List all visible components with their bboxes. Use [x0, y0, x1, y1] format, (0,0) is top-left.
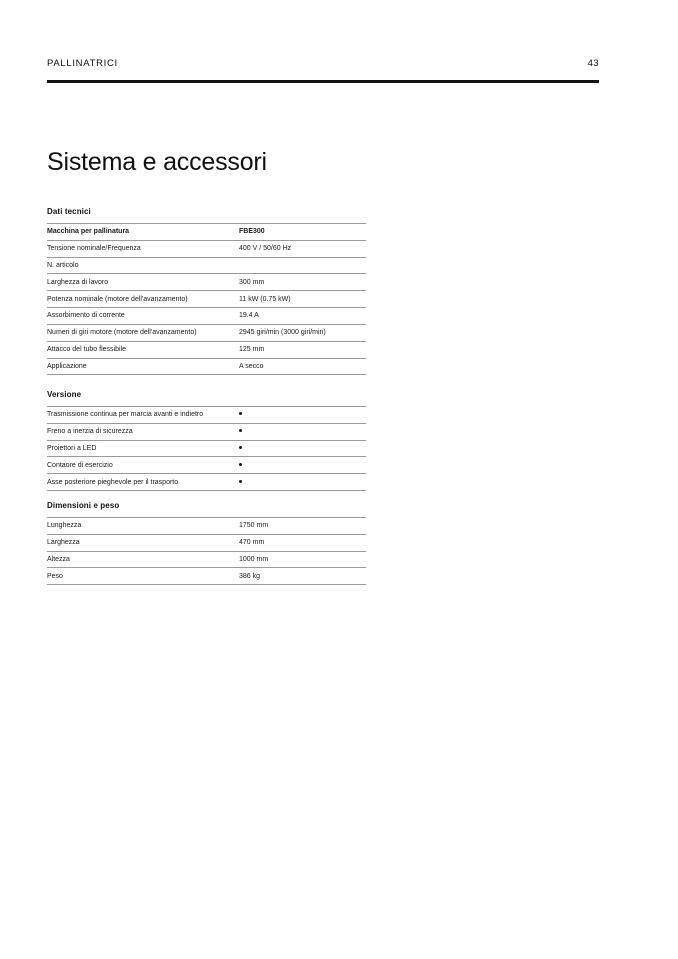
spec-value: [239, 457, 366, 474]
spec-table: [47, 406, 366, 491]
spec-value: 11 kW (0.75 kW): [239, 291, 366, 308]
spec-table-body: [47, 224, 366, 375]
table-row: [47, 224, 366, 241]
section-heading: Dati tecnici: [47, 207, 91, 216]
section-heading: Dimensioni e peso: [47, 501, 120, 510]
table-row: [47, 407, 366, 424]
spec-table: [47, 517, 366, 585]
spec-label: Attacco del tubo flessibile: [47, 341, 239, 358]
spec-value: 19.4 A: [239, 308, 366, 325]
spec-value: 2945 giri/min (3000 giri/min): [239, 324, 366, 341]
spec-value: [239, 440, 366, 457]
spec-value: 1000 mm: [239, 551, 366, 568]
table-row: [47, 474, 366, 491]
feature-bullet-icon: [239, 429, 242, 432]
spec-label: Assorbimento di corrente: [47, 308, 239, 325]
spec-value: 300 mm: [239, 274, 366, 291]
spec-value: [239, 407, 366, 424]
spec-label: Larghezza: [47, 534, 239, 551]
spec-label: Numeri di giri motore (motore dell'avanzamento): [47, 324, 239, 341]
spec-value: 386 kg: [239, 568, 366, 585]
spec-table-body: [47, 407, 366, 491]
header-divider: [47, 80, 599, 83]
spec-label: Freno a inerzia di sicurezza: [47, 423, 239, 440]
spec-value: 1750 mm: [239, 518, 366, 535]
spec-value: [239, 474, 366, 491]
section-heading: Versione: [47, 390, 82, 399]
spec-value: 470 mm: [239, 534, 366, 551]
table-row: [47, 308, 366, 325]
table-row: [47, 257, 366, 274]
spec-label: N. articolo: [47, 257, 239, 274]
page-title: Sistema e accessori: [47, 147, 267, 176]
section-dimensioni-e-peso: [47, 501, 360, 585]
spec-label: Altezza: [47, 551, 239, 568]
header-page-number: 43: [587, 58, 599, 69]
table-row: [47, 291, 366, 308]
section-dati-tecnici: [47, 207, 360, 375]
spec-label: Potenza nominale (motore dell'avanzamento): [47, 291, 239, 308]
spec-label: Lunghezza: [47, 518, 239, 535]
table-row: [47, 518, 366, 535]
spec-label: Proiettori a LED: [47, 440, 239, 457]
spec-label: Peso: [47, 568, 239, 585]
table-row: [47, 324, 366, 341]
table-row: [47, 341, 366, 358]
spec-value: [239, 423, 366, 440]
spec-value: 125 mm: [239, 341, 366, 358]
spec-label: Applicazione: [47, 358, 239, 375]
feature-bullet-icon: [239, 463, 242, 466]
spec-table-body: [47, 518, 366, 585]
spec-label: Contaore di esercizio: [47, 457, 239, 474]
spec-value: [239, 257, 366, 274]
spec-value: FBE300: [239, 224, 366, 241]
table-row: [47, 534, 366, 551]
spec-label: Larghezza di lavoro: [47, 274, 239, 291]
spec-value: 400 V / 50/60 Hz: [239, 240, 366, 257]
spec-label: Asse posteriore pieghevole per il trasporto: [47, 474, 239, 491]
table-row: [47, 240, 366, 257]
table-row: [47, 551, 366, 568]
spec-label: Macchina per pallinatura: [47, 224, 239, 241]
spec-value: A secco: [239, 358, 366, 375]
table-row: [47, 568, 366, 585]
feature-bullet-icon: [239, 446, 242, 449]
spec-label: Tensione nominale/Frequenza: [47, 240, 239, 257]
header-section-title: PALLINATRICI: [47, 58, 118, 69]
spec-table: [47, 223, 366, 375]
feature-bullet-icon: [239, 480, 242, 483]
table-row: [47, 423, 366, 440]
table-row: [47, 358, 366, 375]
table-row: [47, 274, 366, 291]
page-header: [47, 58, 599, 69]
table-row: [47, 457, 366, 474]
feature-bullet-icon: [239, 412, 242, 415]
table-row: [47, 440, 366, 457]
section-versione: [47, 390, 360, 491]
spec-label: Trasmissione continua per marcia avanti e indietro: [47, 407, 239, 424]
